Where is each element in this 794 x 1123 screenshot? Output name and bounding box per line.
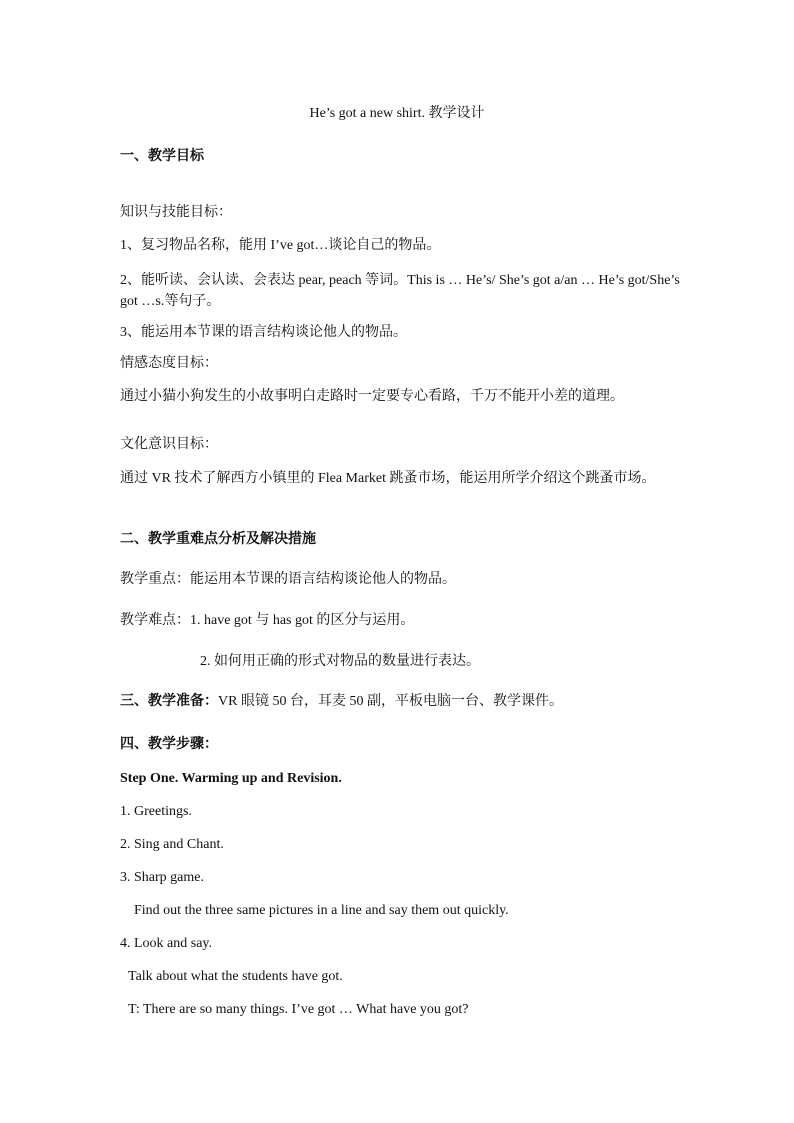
emotion-text: 通过小猫小狗发生的小故事明白走路时一定要专心看路，千万不能开小差的道理。 — [120, 389, 624, 404]
step-2: 2. Sing and Chant. — [120, 837, 224, 852]
section2-heading: 二、教学重难点分析及解决措施 — [120, 532, 316, 547]
culture-text: 通过 VR 技术了解西方小镇里的 Flea Market 跳蚤市场，能运用所学介绍这个跳蚤市场。 — [120, 471, 656, 486]
knowledge-item-1: 1、复习物品名称，能用 I’ve got…谈论自己的物品。 — [120, 238, 441, 253]
knowledge-item-2: 2、能听读、会认读、会表达 pear, peach 等词。This is … He’s/ She’s got a/an … He’s got/She’s got …s.等句子。 — [120, 273, 680, 309]
step-4-dialog: T: There are so many things. I’ve got … What have you got? — [128, 1002, 469, 1017]
knowledge-item-3: 3、能运用本节课的语言结构谈论他人的物品。 — [120, 325, 407, 340]
section3-text: VR 眼镜 50 台，耳麦 50 副，平板电脑一台、教学课件。 — [218, 694, 563, 709]
document-title: He’s got a new shirt. 教学设计 — [309, 106, 485, 121]
section3-heading: 三、教学准备： — [120, 694, 218, 709]
culture-heading: 文化意识目标： — [120, 437, 218, 452]
section4-heading: 四、教学步骤： — [120, 737, 218, 752]
section3 — [120, 692, 563, 712]
section1-heading: 一、教学目标 — [120, 149, 204, 164]
difficulty-1: 教学难点：1. have got 与 has got 的区分与运用。 — [120, 613, 415, 628]
step-4: 4. Look and say. — [120, 936, 213, 951]
step-1: 1. Greetings. — [120, 804, 192, 819]
step-4-detail: Talk about what the students have got. — [128, 969, 343, 984]
key-point: 教学重点：能运用本节课的语言结构谈论他人的物品。 — [120, 572, 456, 587]
difficulty-2: 2. 如何用正确的形式对物品的数量进行表达。 — [200, 654, 480, 669]
emotion-heading: 情感态度目标： — [120, 356, 218, 371]
knowledge-heading: 知识与技能目标： — [120, 205, 232, 220]
step-one-heading: Step One. Warming up and Revision. — [120, 771, 342, 786]
step-3-detail: Find out the three same pictures in a line and say them out quickly. — [134, 903, 509, 918]
step-3: 3. Sharp game. — [120, 870, 204, 885]
